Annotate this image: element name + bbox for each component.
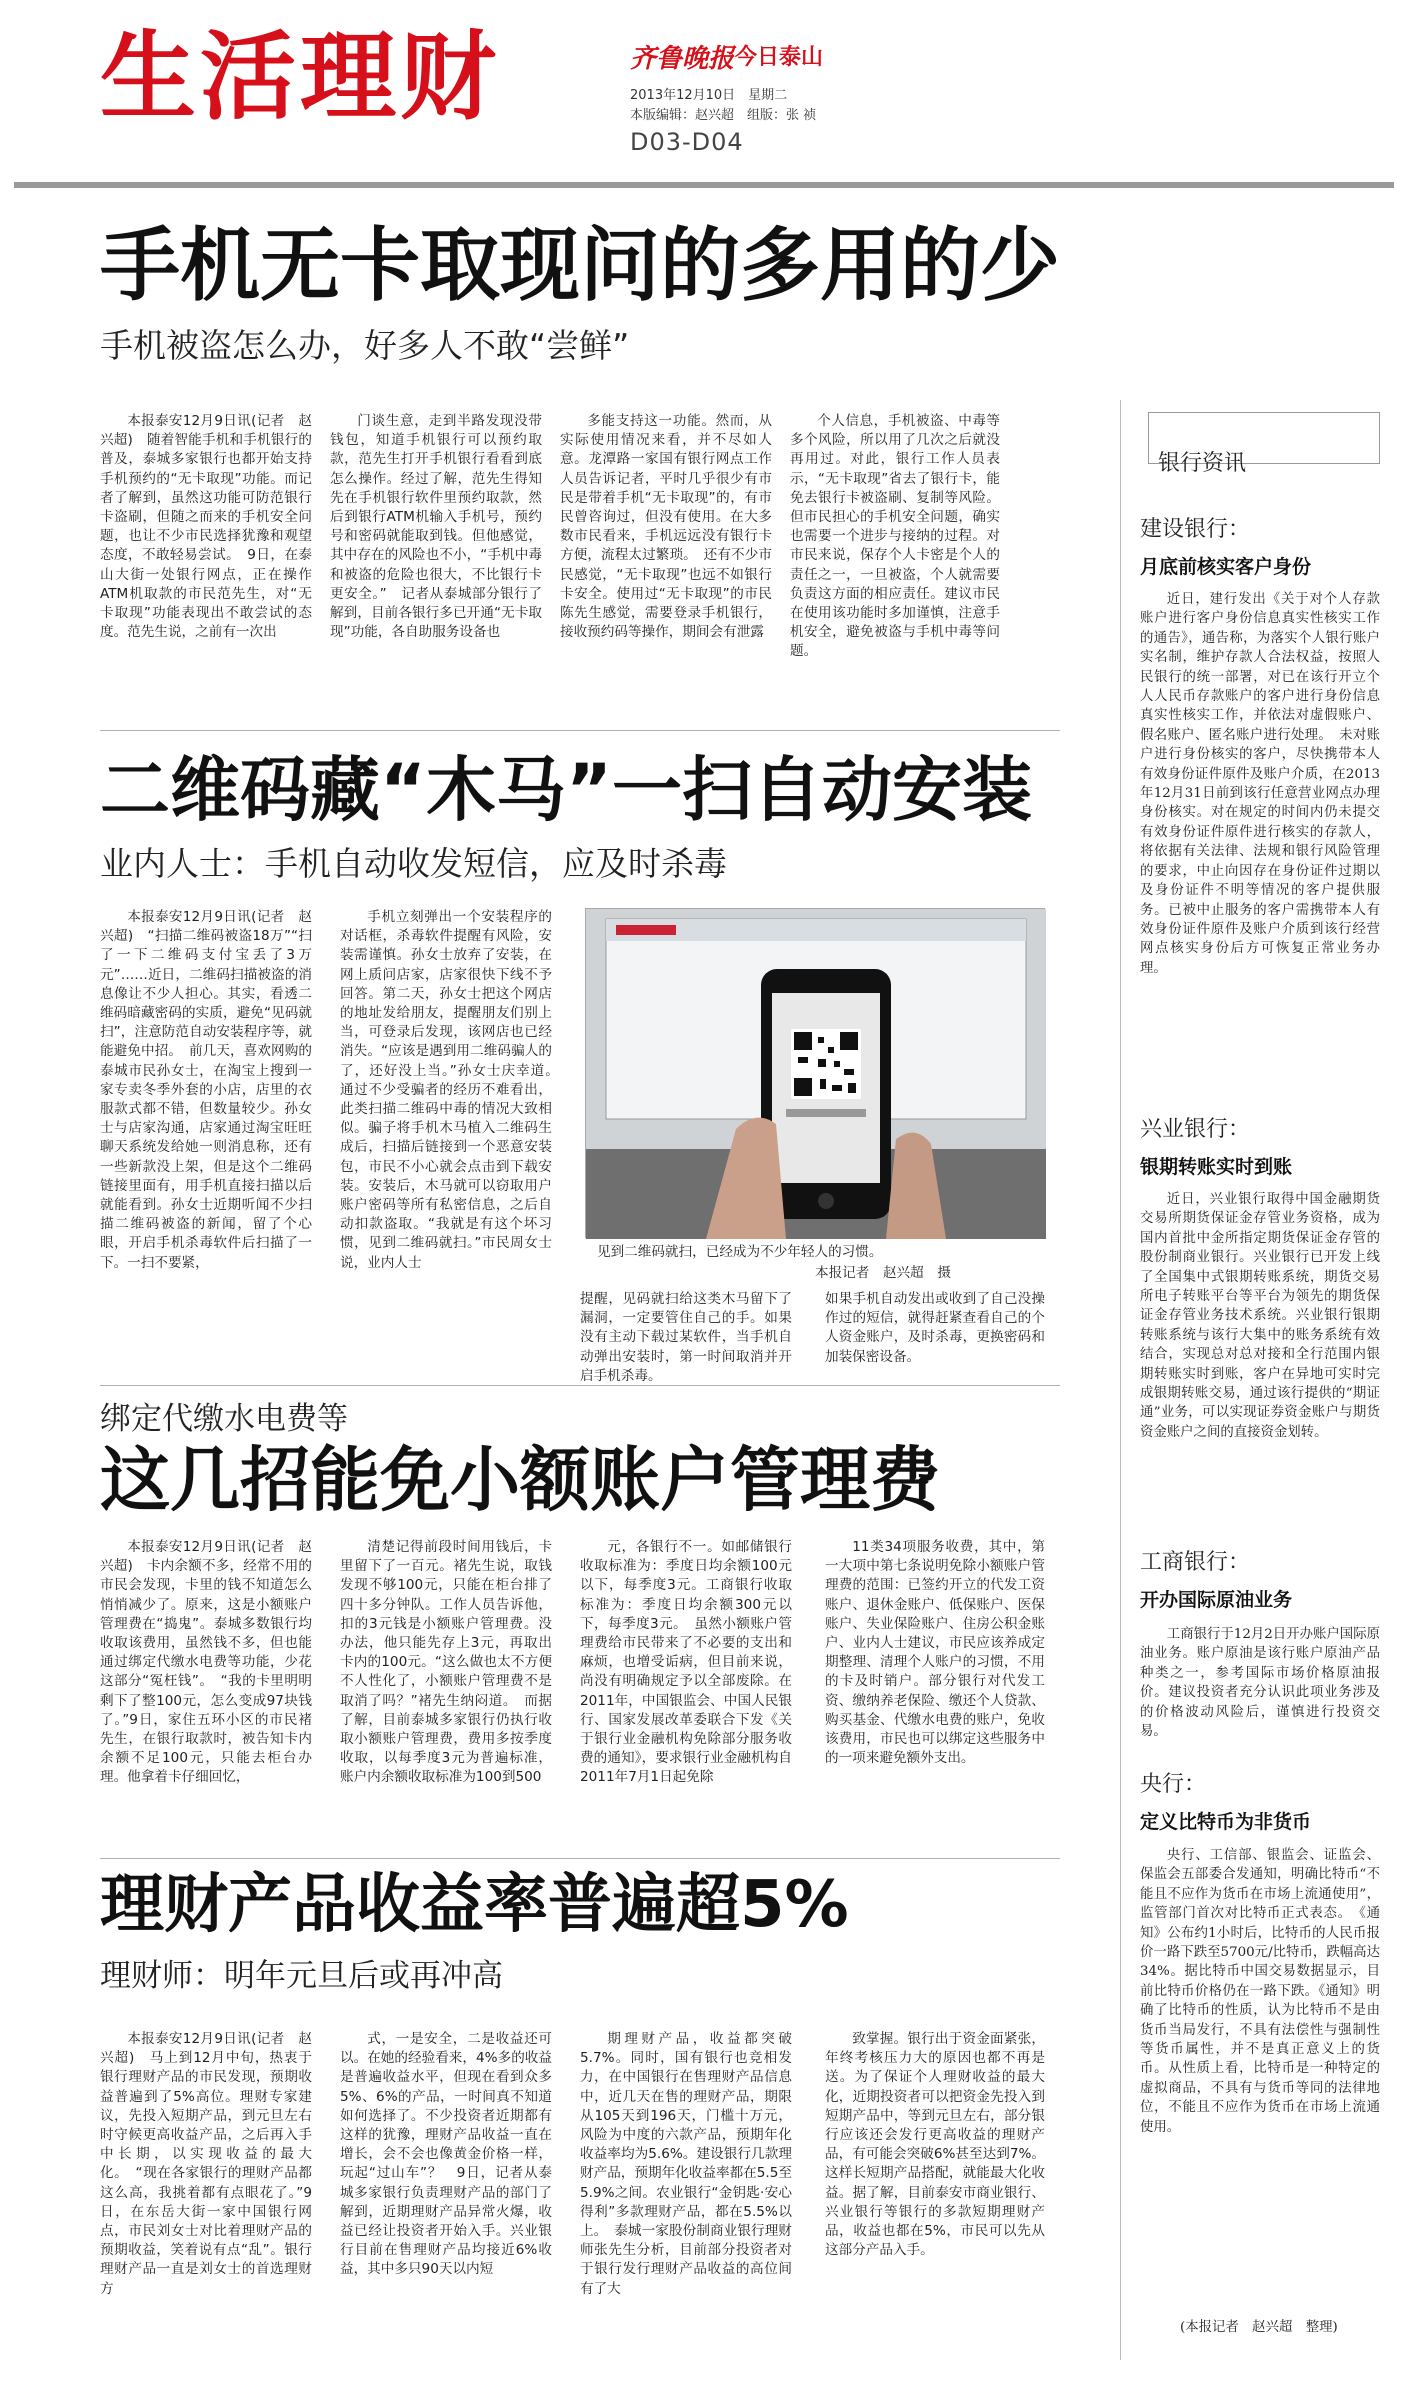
article1-headline: 手机无卡取现问的多用的少 xyxy=(100,219,1060,312)
qr-phone-photo xyxy=(585,908,1045,1238)
sidebar-separator xyxy=(1120,400,1121,2360)
sidebar-item-bank: 建设银行： xyxy=(1140,517,1251,542)
article2-column-2: 手机立刻弹出一个安装程序的对话框，杀毒软件提醒有风险，安装需谨慎。孙女士放弃了安装，在网上质问店家，店家很快下线不予回答。第二天，孙女士把这个网店的地址发给朋友，提醒朋友们别上当，可登录后发现，该网店也已经消失。“应该是遇到用二维码骗人的了，还好没上当。”孙女士庆幸道。 通过不少受骗者的经历不难看出，此类扫描二维码中毒的情况大致相似。骗子将手机木马植入二维码生成后，扫描后链接到一个恶意安装包，市民不小心就会点击到下载安装。安装后，木马就可以窃取用户账户密码等所有私密信息，之后自动扣款盗取。“我就是有这个坏习惯，见到二维码就扫。”市民周女士说，业内人士 xyxy=(340,909,566,1271)
article4-subhead: 理财师：明年元旦后或再冲高 xyxy=(100,1958,503,1994)
sidebar-item-bank: 央行： xyxy=(1140,1772,1207,1797)
article4-column-4: 致掌握。银行出于资金面紧张，年终考核压力大的原因也都不再是送。为了保证个人理财收益的最大化，近期投资者可以把资金先投入到短期产品中，等到元旦左右，部分银行应该还会发行更高收益的理财产品，有可能会突破6%甚至达到7%。这样长短期产品搭配，就能最大化收益。据了解，目前泰安市商业银行、兴业银行等银行的多款短期理财产品，收益也都在5%，市民可以先从这部分产品入手。 xyxy=(825,2031,1045,2259)
divider xyxy=(100,1385,1060,1386)
sidebar-item-bank: 工商银行： xyxy=(1140,1550,1251,1575)
article3-column-1: 本报泰安12月9日讯(记者 赵兴超) 卡内余额不多，经常不用的市民会发现，卡里的钱不知道怎么悄悄减少了。原来，这是小额账户管理费在“捣鬼”。泰城多数银行均收取该费用，虽然钱不多，但也能通过绑定代缴水电费等功能，少花这部分“冤枉钱”。 “我的卡里明明剩下了整100元，怎么变成97块钱了。”9日，家住五环小区的市民褚先生，在银行取款时，被告知卡内余额不足100元，只能去柜台办理。他拿着卡仔细回忆， xyxy=(100,1539,312,1786)
article1-column-2: 门谈生意，走到半路发现没带钱包，知道手机银行可以预约取款，范先生打开手机银行看看到底怎么操作。经过了解，范先生得知先在手机银行软件里预约取款，然后到银行ATM机输入手机号，预约号和密码就能取到钱。但他感觉，其中存在的风险也不小，“手机中毒和被盗的危险也很大，不比银行卡更安全。” 记者从泰城部分银行了解到，目前各银行多已开通“无卡取现”功能，各自助服务设备也 xyxy=(330,413,542,641)
article4-headline: 理财产品收益率普遍超5% xyxy=(100,1868,849,1942)
article2-column-3: 提醒，见码就扫给这类木马留下了漏洞，一定要管住自己的手。如果没有主动下载过某软件，当手机自动弹出安装时，第一时间取消并开启手机杀毒。 xyxy=(580,1291,792,1384)
article3-headline: 这几招能免小额账户管理费 xyxy=(100,1439,940,1521)
photo-credit: 本报记者 赵兴超 摄 xyxy=(815,1265,951,1281)
article3-column-3: 元，各银行不一。如邮储银行收取标准为：季度日均余额100元以下，每季度3元。工商银行收取标准为：季度日均余额300元以下，每季度3元。 虽然小额账户管理费给市民带来了不必要的支出和麻烦，也增受诟病，但目前来说，尚没有明确规定予以全部废除。在2011年，中国银监会、中国人民银行、国家发展改革委联合下发《关于银行业金融机构免除部分服务收费的通知》，要求银行业金融机构自2011年7月1日起免除 xyxy=(580,1539,792,1786)
article4-column-2: 式，一是安全，二是收益还可以。在她的经验看来，4%多的收益是普遍收益水平，但现在看到众多5%、6%的产品，一时间真不知道如何选择了。不少投资者近期都有这样的犹豫，理财产品收益一直在增长，会不会也像黄金价格一样，玩起“过山车”？ 9日，记者从泰城多家银行负责理财产品的部门了解到，近期理财产品异常火爆，收益已经让投资者开始入手。兴业银行目前在售理财产品均接近6%收益，其中多只90天以内短 xyxy=(340,2031,552,2278)
article3-kicker: 绑定代缴水电费等 xyxy=(100,1401,348,1437)
sidebar-item-text: 央行、工信部、银监会、证监会、保监会五部委合发通知，明确比特币“不能且不应作为货币在市场上流通使用”，监管部门首次对比特币正式表态。 《通知》公布约1小时后，比特币的人民币报价一路下跌至5700元/比特币，跌幅高达34%。据比特币中国交易数据显示，目前比特币价格仍在一路下跌。《通知》明确了比特币的性质，认为比特币不是由货币当局发行，不具有法偿性与强制性等货币属性，并不是真正意义上的货币。从性质上看，比特币是一种特定的虚拟商品，不具有与货币等同的法律地位，不能且不应作为货币在市场上流通使用。 xyxy=(1140,1848,1380,2135)
newspaper-name: 齐鲁晚报 xyxy=(630,44,735,74)
article2-headline: 二维码藏“木马”一扫自动安装 xyxy=(100,749,1033,831)
sidebar-item-text: 近日，兴业银行取得中国金融期货交易所期货保证金存管业务资格，成为国内首批中金所指定期货保证金存管的股份制商业银行。兴业银行已开发上线了全国集中式银期转账系统，期货交易所电子转账平台等平台为领先的期货保证金存管业务技术系统。兴业银行银期转账系统与该行大集中的账务系统有效结合，实现总对总对接和全行范围内银期转账实时到账，客户在异地可实时完成银期转账交易，通过该行提供的“期证通”业务，可以实现证券资金账户与期货资金账户之间的直接资金划转。 xyxy=(1140,1192,1380,1440)
sidebar-item-title: 开办国际原油业务 xyxy=(1140,1589,1293,1611)
qr-phone-illustration xyxy=(586,909,1046,1239)
article1-column-4: 个人信息，手机被盗、中毒等多个风险，所以用了几次之后就没再用过。对此，银行工作人员表示，“无卡取现”省去了银行卡，能免去银行卡被盗刷、复制等风险。但市民担心的手机安全问题，确实也需要一个进步与接纳的过程。对市民来说，保存个人卡密是个人的责任之一，一旦被盗，个人就需要负责这方面的相应责任。建议市民在使用该功能时多加谨慎，注意手机安全，避免被盗与手机中毒等问题。 xyxy=(790,413,1000,660)
article3-column-4: 11类34项服务收费，其中，第一大项中第七条说明免除小额账户管理费的范围：已签约开立的代发工资账户、退休金账户、低保账户、医保账户、失业保险账户、住房公积金账户、业内人士建议，市民应该养成定期整理、清理个人账户的习惯，不用的卡及时销户。部分银行对代发工资、缴纳养老保险、缴还个人贷款、购买基金、代缴水电费的账户，免收该费用，市民也可以绑定这些服务中的一项来避免额外支出。 xyxy=(825,1539,1045,1767)
sidebar-item-text: 近日，建行发出《关于对个人存款账户进行客户身份信息真实性核实工作的通告》，通告称，为落实个人银行账户实名制，维护存款人合法权益，按照人民银行的统一部署，对已在该行开立个人人民币存款账户的客户进行身份信息真实性核实工作，并依法对虚假账户、假名账户、匿名账户进行处理。 未对账户进行身份核实的客户，尽快携带本人有效身份证件原件及账户介质，在2013年12月31日前到该行任意营业网点办理身份核实。对在规定的时间内仍未提交有效身份证件原件进行核实的存款人，将依据有关法律、法规和银行风险管理的要求，中止向因存在身份证件过期以及身份证件不明等情况的客户提供服务。已被中止服务的客户需携带本人有效身份证件原件及账户介质到该行经营网点核实身份后方可恢复正常业务办理。 xyxy=(1140,592,1380,976)
sidebar-item-title: 银期转账实时到账 xyxy=(1140,1156,1293,1178)
sidebar-item-text: 工商银行于12月2日开办账户国际原油业务。账户原油是该行账户原油产品种类之一，参考国际市场价格原油报价。建议投资者充分认识此项业务涉及的价格波动风险后，谨慎进行投资交易。 xyxy=(1140,1627,1380,1740)
page-range: D03-D04 xyxy=(630,128,744,156)
article2-column-4: 如果手机自动发出或收到了自己没操作过的短信，就得赶紧查看自己的个人资金账户，及时杀毒，更换密码和加装保密设备。 xyxy=(825,1291,1045,1365)
sidebar-credit: (本报记者 赵兴超 整理) xyxy=(1180,2320,1338,2335)
article1-column-3: 多能支持这一功能。然而，从实际使用情况来看，并不尽如人意。龙潭路一家国有银行网点工作人员告诉记者，平时几乎很少有市民是带着手机“无卡取现”的，有市民曾咨询过，但没有使用。在大多数市民看来，手机远远没有银行卡方便，流程太过繁琐。 还有不少市民感觉，“无卡取现”也远不如银行卡安全。使用过“无卡取现”的市民陈先生感觉，需要登录手机银行，接收预约码等操作，期间会有泄露 xyxy=(560,413,772,641)
issue-date: 2013年12月10日 星期二 xyxy=(630,88,788,103)
article4-column-3: 期理财产品，收益都突破5.7%。同时，国有银行也竞相发力，在中国银行在售理财产品信息中，近几天在售的理财产品，期限从105天到196天，门槛十万元，风险为中度的六款产品，预期年化收益率均为5.6%。建设银行几款理财产品，预期年化收益率都在5.5至5.9%之间。农业银行“金钥匙·安心得利”多款理财产品，都在5.5%以上。 泰城一家股份制商业银行理财师张先生分析，目前部分投资者对于银行发行理财产品收益的高位间有了大 xyxy=(580,2031,792,2297)
divider xyxy=(100,730,1060,731)
section-title: 生活理财 xyxy=(100,20,500,133)
edition-name: 今日泰山 xyxy=(735,45,824,70)
divider xyxy=(100,1858,1060,1859)
article3-column-2: 清楚记得前段时间用钱后，卡里留下了一百元。褚先生说，取钱发现不够100元，只能在柜台排了四十多分钟队。工作人员告诉他，扣的3元钱是小额账户管理费。没办法，他只能先存上3元，再取出卡内的100元。“这么做也太不方便不人性化了，小额账户管理费不是取消了吗？”褚先生纳闷道。 而据了解，目前泰城多家银行仍执行收取小额账户管理费，费用多按季度收取，以每季度3元为普遍标准，账户内余额收取标准为100到500 xyxy=(340,1539,552,1786)
photo-caption: 见到二维码就扫，已经成为不少年轻人的习惯。 xyxy=(597,1244,883,1260)
article2-subhead: 业内人士：手机自动收发短信，应及时杀毒 xyxy=(100,844,727,883)
article2-column-1: 本报泰安12月9日讯(记者 赵兴超) “扫描二维码被盗18万”“扫了一下二维码支付宝丢了3万元”……近日，二维码扫描被盗的消息像让不少人担心。其实，看透二维码暗藏密码的实质，避免“见码就扫”，注意防范自动安装程序等，就能避免中招。 前几天，喜欢网购的泰城市民孙女士，在淘宝上搜到一家专卖冬季外套的小店，店里的衣服款式都不错，但数量较少。孙女士与店家沟通，店家通过淘宝旺旺聊天系统发给她一则消息称，还有一些新款没上架，但是这个二维码链接里面有，用手机直接扫描以后就能看到。孙女士近期听闻不少扫描二维码被盗的新闻，留了个心眼，开启手机杀毒软件后扫描了一下。一扫不要紧， xyxy=(100,909,312,1271)
article4-column-1: 本报泰安12月9日讯(记者 赵兴超) 马上到12月中旬，热衷于银行理财产品的市民发现，预期收益普遍到了5%高位。理财专家建议，先投入短期产品，到元旦左右时守候更高收益产品，之后再入手中长期，以实现收益的最大化。 “现在各家银行的理财产品都这么高，我挑着都有点眼花了。”9日，在东岳大街一家中国银行网点，市民刘女士对比着理财产品的预期收益，笑着说有点“乱”。银行理财产品一直是刘女士的首选理财方 xyxy=(100,2031,312,2297)
article1-subhead: 手机被盗怎么办，好多人不敢“尝鲜” xyxy=(100,326,630,365)
editors-line: 本版编辑：赵兴超 组版：张 祯 xyxy=(630,108,817,123)
masthead-rule xyxy=(14,182,1394,188)
sidebar-item-bank: 兴业银行： xyxy=(1140,1117,1251,1142)
sidebar-item-title: 月底前核实客户身份 xyxy=(1140,556,1312,578)
article1-column-1: 本报泰安12月9日讯(记者 赵兴超) 随着智能手机和手机银行的普及，泰城多家银行也都开始支持手机预约的“无卡取现”功能。而记者了解到，虽然这功能可防范银行卡盗刷，但随之而来的手机安全问题，也让不少市民选择犹豫和观望态度，不敢轻易尝试。 9日，在泰山大街一处银行网点，正在操作ATM机取款的市民范先生，对“无卡取现”功能表现出不敢尝试的态度。范先生说，之前有一次出 xyxy=(100,413,312,641)
sidebar-title: 银行资讯 xyxy=(1158,451,1247,476)
sidebar-item-title: 定义比特币为非货币 xyxy=(1140,1811,1312,1833)
